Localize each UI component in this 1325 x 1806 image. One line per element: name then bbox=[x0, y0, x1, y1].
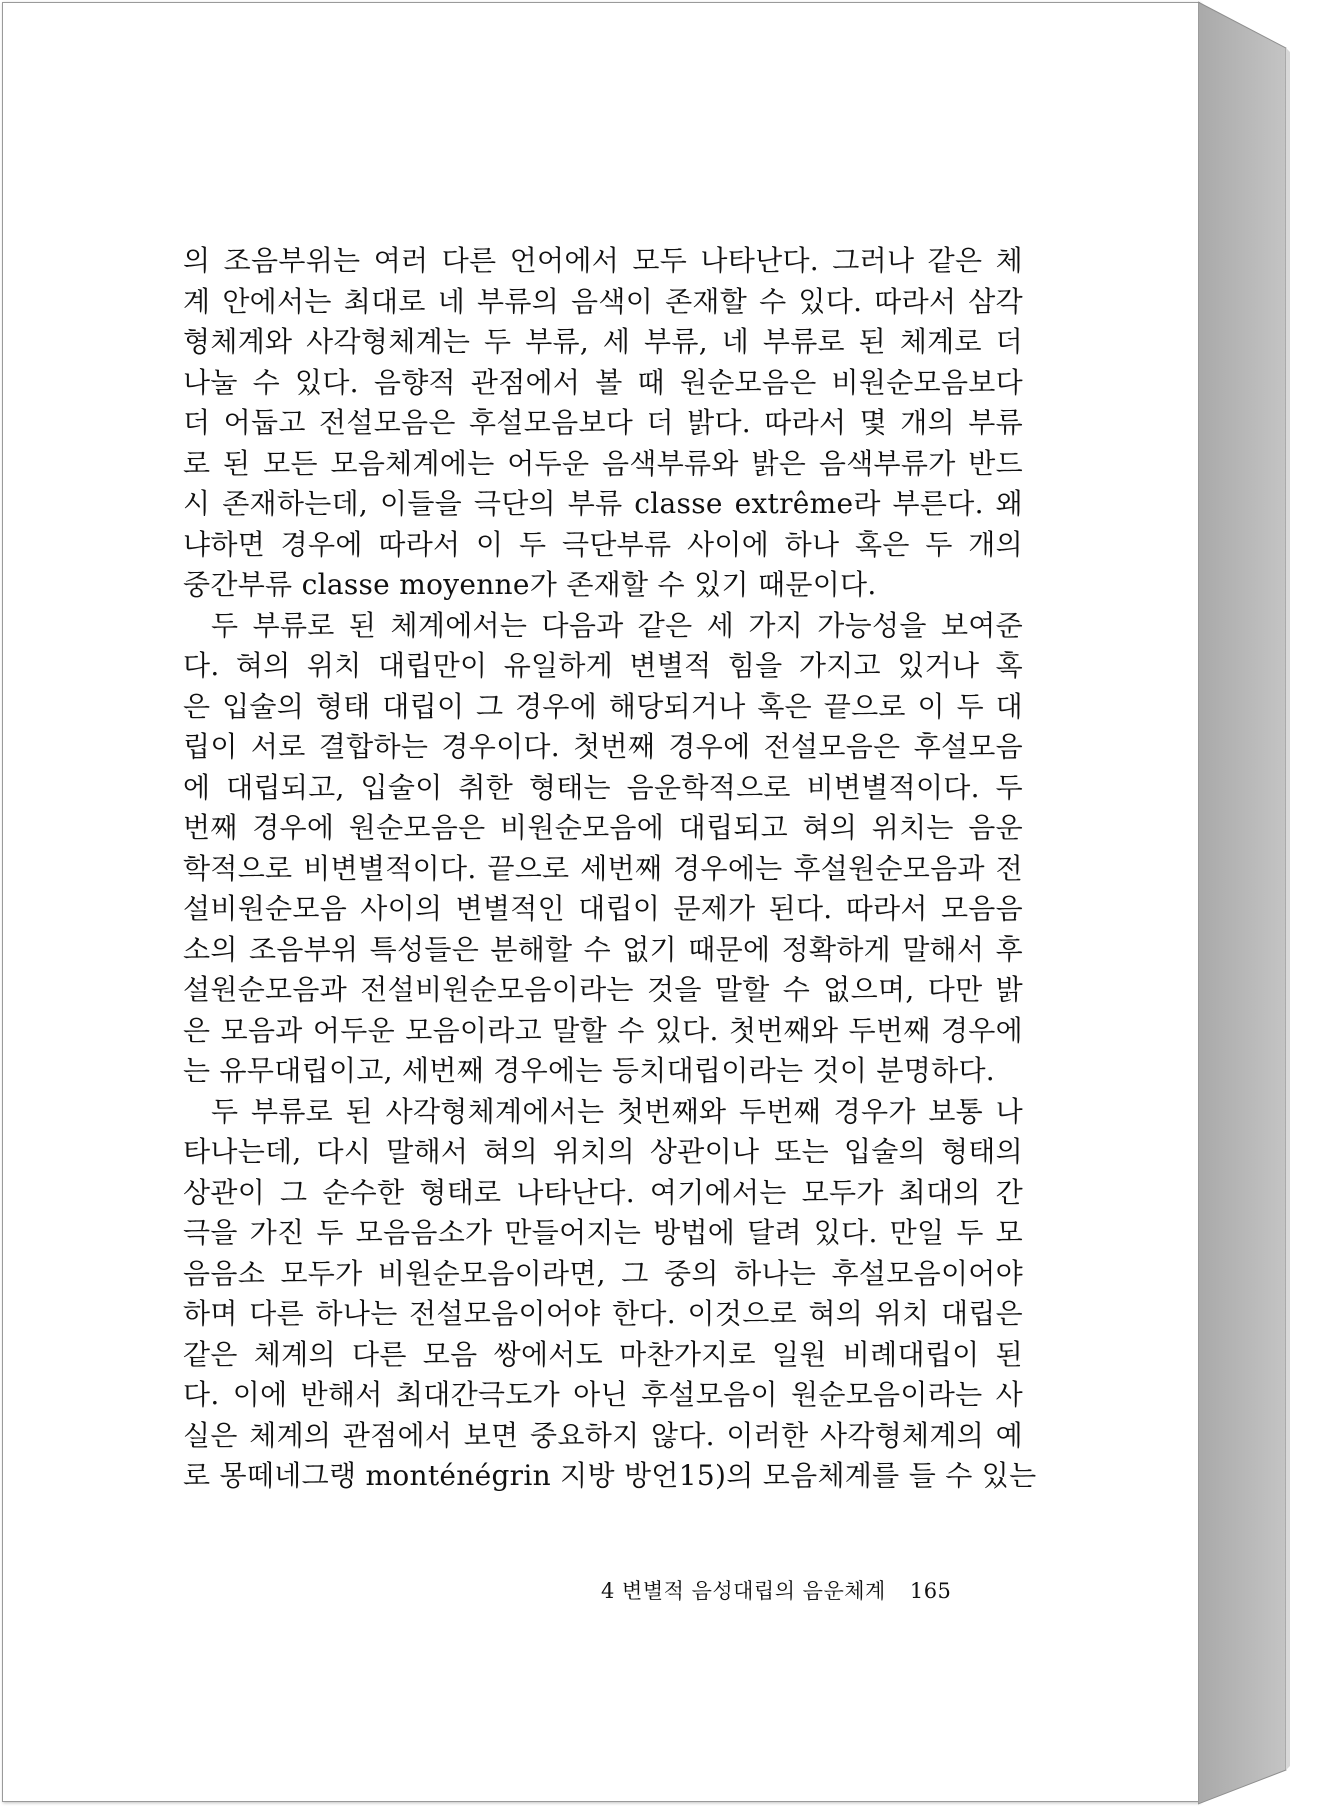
body-line: 에 대립되고, 입술이 취한 형태는 음운학적으로 비변별적이다. 두 bbox=[183, 770, 1023, 804]
body-line: 하며 다른 하나는 전설모음이어야 한다. 이것으로 혀의 위치 대립은 bbox=[183, 1297, 1023, 1330]
body-line: 두 부류로 된 체계에서는 다음과 같은 세 가지 가능성을 보여준 bbox=[211, 608, 1023, 642]
body-line: 실은 체계의 관점에서 보면 중요하지 않다. 이러한 사각형체계의 예 bbox=[183, 1418, 1023, 1452]
body-line: 더 어둡고 전설모음은 후설모음보다 더 밝다. 따라서 몇 개의 부류 bbox=[183, 406, 1023, 439]
body-line: 설비원순모음 사이의 변별적인 대립이 문제가 된다. 따라서 모음음 bbox=[183, 892, 1023, 925]
body-line: 같은 체계의 다른 모음 쌍에서도 마찬가지로 일원 비례대립이 된 bbox=[183, 1337, 1023, 1371]
running-footer bbox=[601, 1575, 951, 1605]
body-line: 냐하면 경우에 따라서 이 두 극단부류 사이에 하나 혹은 두 개의 bbox=[183, 527, 1023, 561]
body-line: 시 존재하는데, 이들을 극단의 부류 classe extrême라 부른다. 왜 bbox=[183, 487, 1023, 520]
body-line: 설원순모음과 전설비원순모음이라는 것을 말할 수 없으며, 다만 밝 bbox=[183, 973, 1023, 1006]
body-text bbox=[183, 241, 1037, 1497]
body-line: 번째 경우에 원순모음은 비원순모음에 대립되고 혀의 위치는 음운 bbox=[183, 811, 1023, 844]
body-line: 은 입술의 형태 대립이 그 경우에 해당되거나 혹은 끝으로 이 두 대 bbox=[183, 689, 1023, 723]
body-line: 나눌 수 있다. 음향적 관점에서 볼 때 원순모음은 비원순모음보다 bbox=[183, 365, 1023, 399]
body-line: 중간부류 classe moyenne가 존재할 수 있기 때문이다. bbox=[183, 568, 877, 601]
body-line: 은 모음과 어두운 모음이라고 말할 수 있다. 첫번째와 두번째 경우에 bbox=[183, 1013, 1023, 1047]
body-line: 계 안에서는 최대로 네 부류의 음색이 존재할 수 있다. 따라서 삼각 bbox=[183, 284, 1023, 318]
body-line: 형체계와 사각형체계는 두 부류, 세 부류, 네 부류로 된 체계로 더 bbox=[183, 325, 1023, 358]
body-line: 소의 조음부위 특성들은 분해할 수 없기 때문에 정확하게 말해서 후 bbox=[183, 932, 1023, 966]
page-number: 165 bbox=[909, 1579, 952, 1603]
body-line: 다. 이에 반해서 최대간극도가 아닌 후설모음이 원순모음이라는 사 bbox=[183, 1378, 1023, 1411]
body-line: 로 된 모든 모음체계에는 어두운 음색부류와 밝은 음색부류가 반드 bbox=[183, 446, 1023, 480]
body-line: 의 조음부위는 여러 다른 언어에서 모두 나타난다. 그러나 같은 체 bbox=[183, 244, 1023, 277]
body-line: 두 부류로 된 사각형체계에서는 첫번째와 두번째 경우가 보통 나 bbox=[211, 1094, 1023, 1128]
body-line: 립이 서로 결합하는 경우이다. 첫번째 경우에 전설모음은 후설모음 bbox=[183, 730, 1023, 763]
body-line: 극을 가진 두 모음음소가 만들어지는 방법에 달려 있다. 만일 두 모 bbox=[183, 1216, 1023, 1249]
running-title: 4 변별적 음성대립의 음운체계 bbox=[601, 1579, 886, 1603]
body-line: 상관이 그 순수한 형태로 나타난다. 여기에서는 모두가 최대의 간 bbox=[183, 1175, 1023, 1209]
body-line: 음음소 모두가 비원순모음이라면, 그 중의 하나는 후설모음이어야 bbox=[183, 1256, 1023, 1290]
body-line: 학적으로 비변별적이다. 끝으로 세번째 경우에는 후설원순모음과 전 bbox=[183, 851, 1023, 885]
book-page bbox=[2, 2, 1200, 1802]
body-line: 는 유무대립이고, 세번째 경우에는 등치대립이라는 것이 분명하다. bbox=[183, 1054, 996, 1087]
body-line: 로 몽떼네그랭 monténégrin 지방 방언15)의 모음체계를 들 수 있는 bbox=[183, 1459, 1037, 1492]
body-line: 다. 혀의 위치 대립만이 유일하게 변별적 힘을 가지고 있거나 혹 bbox=[183, 649, 1023, 682]
body-line: 타나는데, 다시 말해서 혀의 위치의 상관이나 또는 입술의 형태의 bbox=[183, 1135, 1023, 1168]
